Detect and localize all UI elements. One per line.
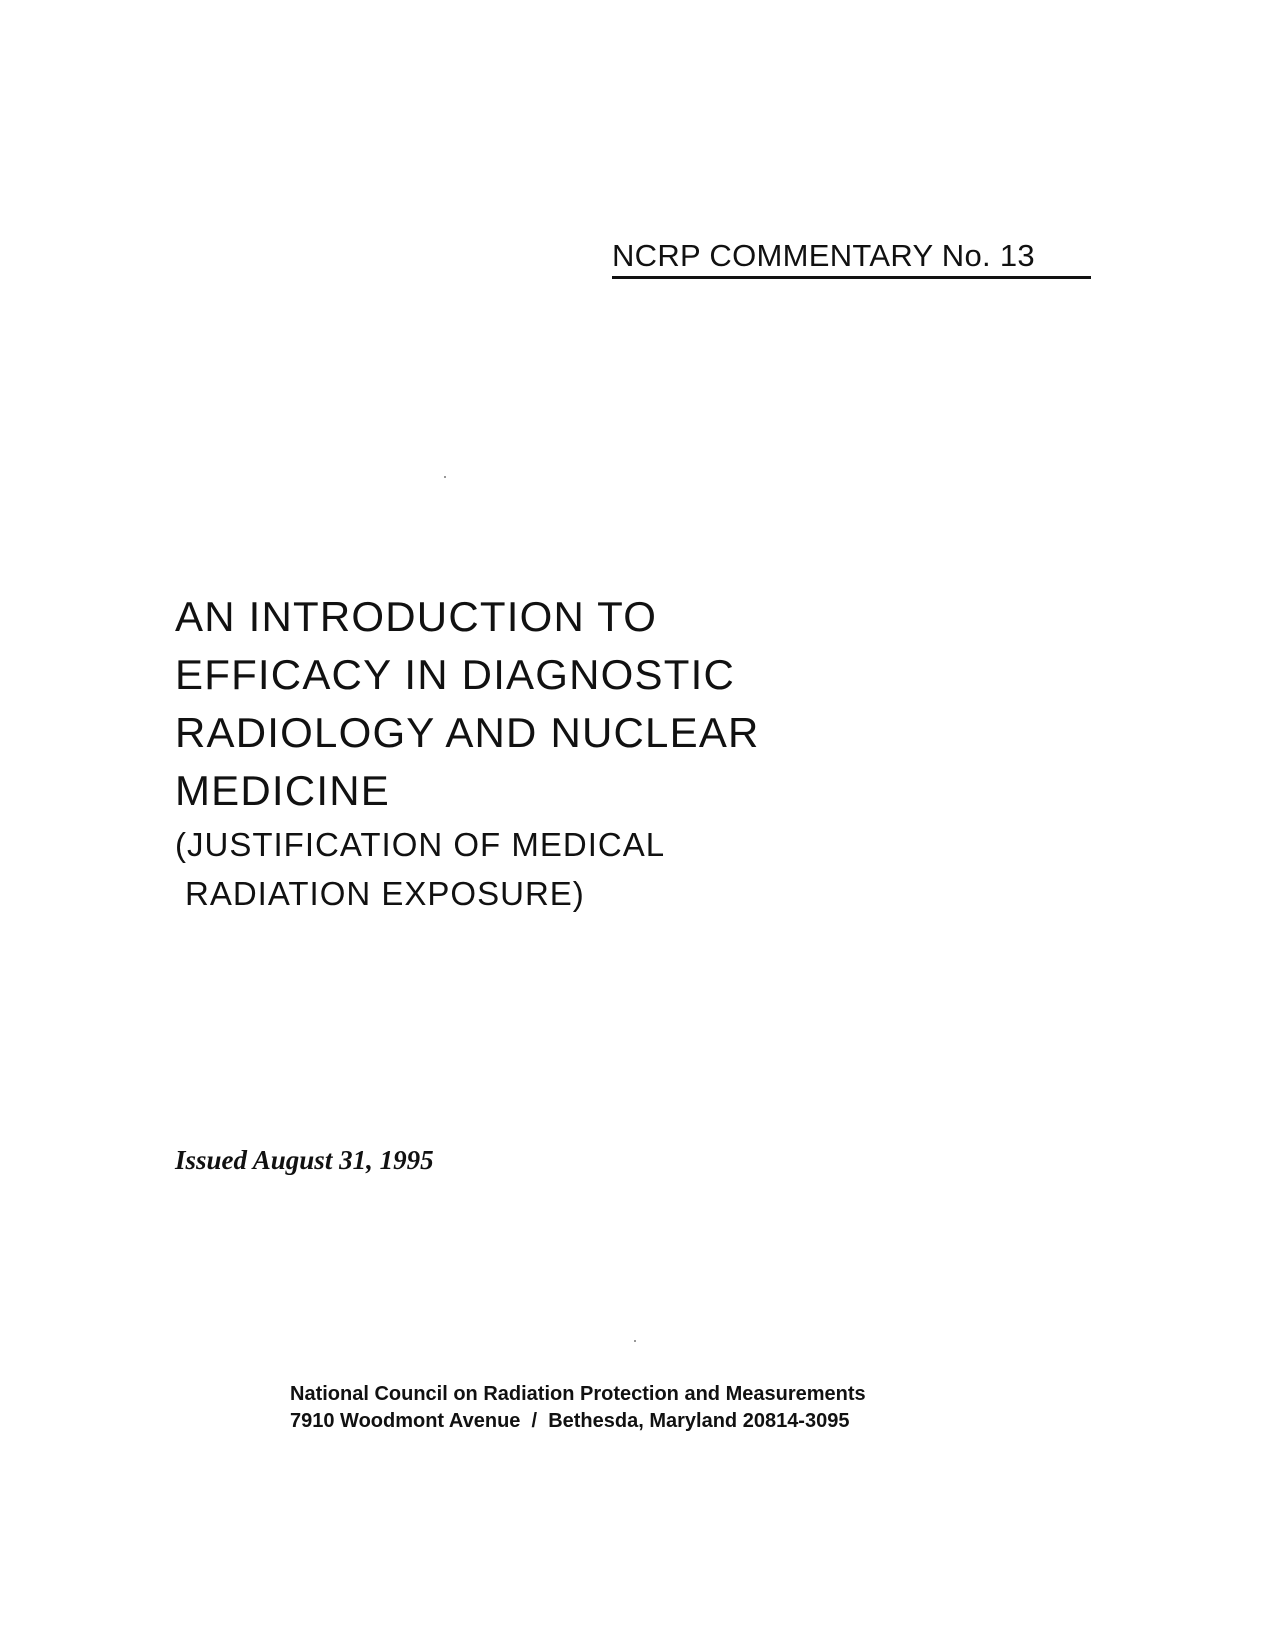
scan-speck (444, 476, 446, 478)
title-line: RADIOLOGY AND NUCLEAR (175, 709, 760, 756)
scan-speck (634, 1340, 636, 1342)
publisher-address: 7910 Woodmont Avenue / Bethesda, Maryland 20814-3095 (290, 1410, 850, 1432)
subtitle-line: (JUSTIFICATION OF MEDICAL (175, 826, 666, 863)
issue-date: Issued August 31, 1995 (175, 1145, 434, 1175)
title-line: EFFICACY IN DIAGNOSTIC (175, 651, 736, 698)
series-heading: NCRP COMMENTARY No. 13 (612, 238, 1035, 273)
publisher-name: National Council on Radiation Protection and Measurements (290, 1383, 866, 1405)
publisher-block (290, 1381, 950, 1435)
title-line: MEDICINE (175, 767, 390, 814)
subtitle-line: RADIATION EXPOSURE) (185, 875, 585, 912)
title-line: AN INTRODUCTION TO (175, 593, 658, 640)
document-title (175, 588, 935, 918)
series-heading-underline (612, 276, 1091, 279)
